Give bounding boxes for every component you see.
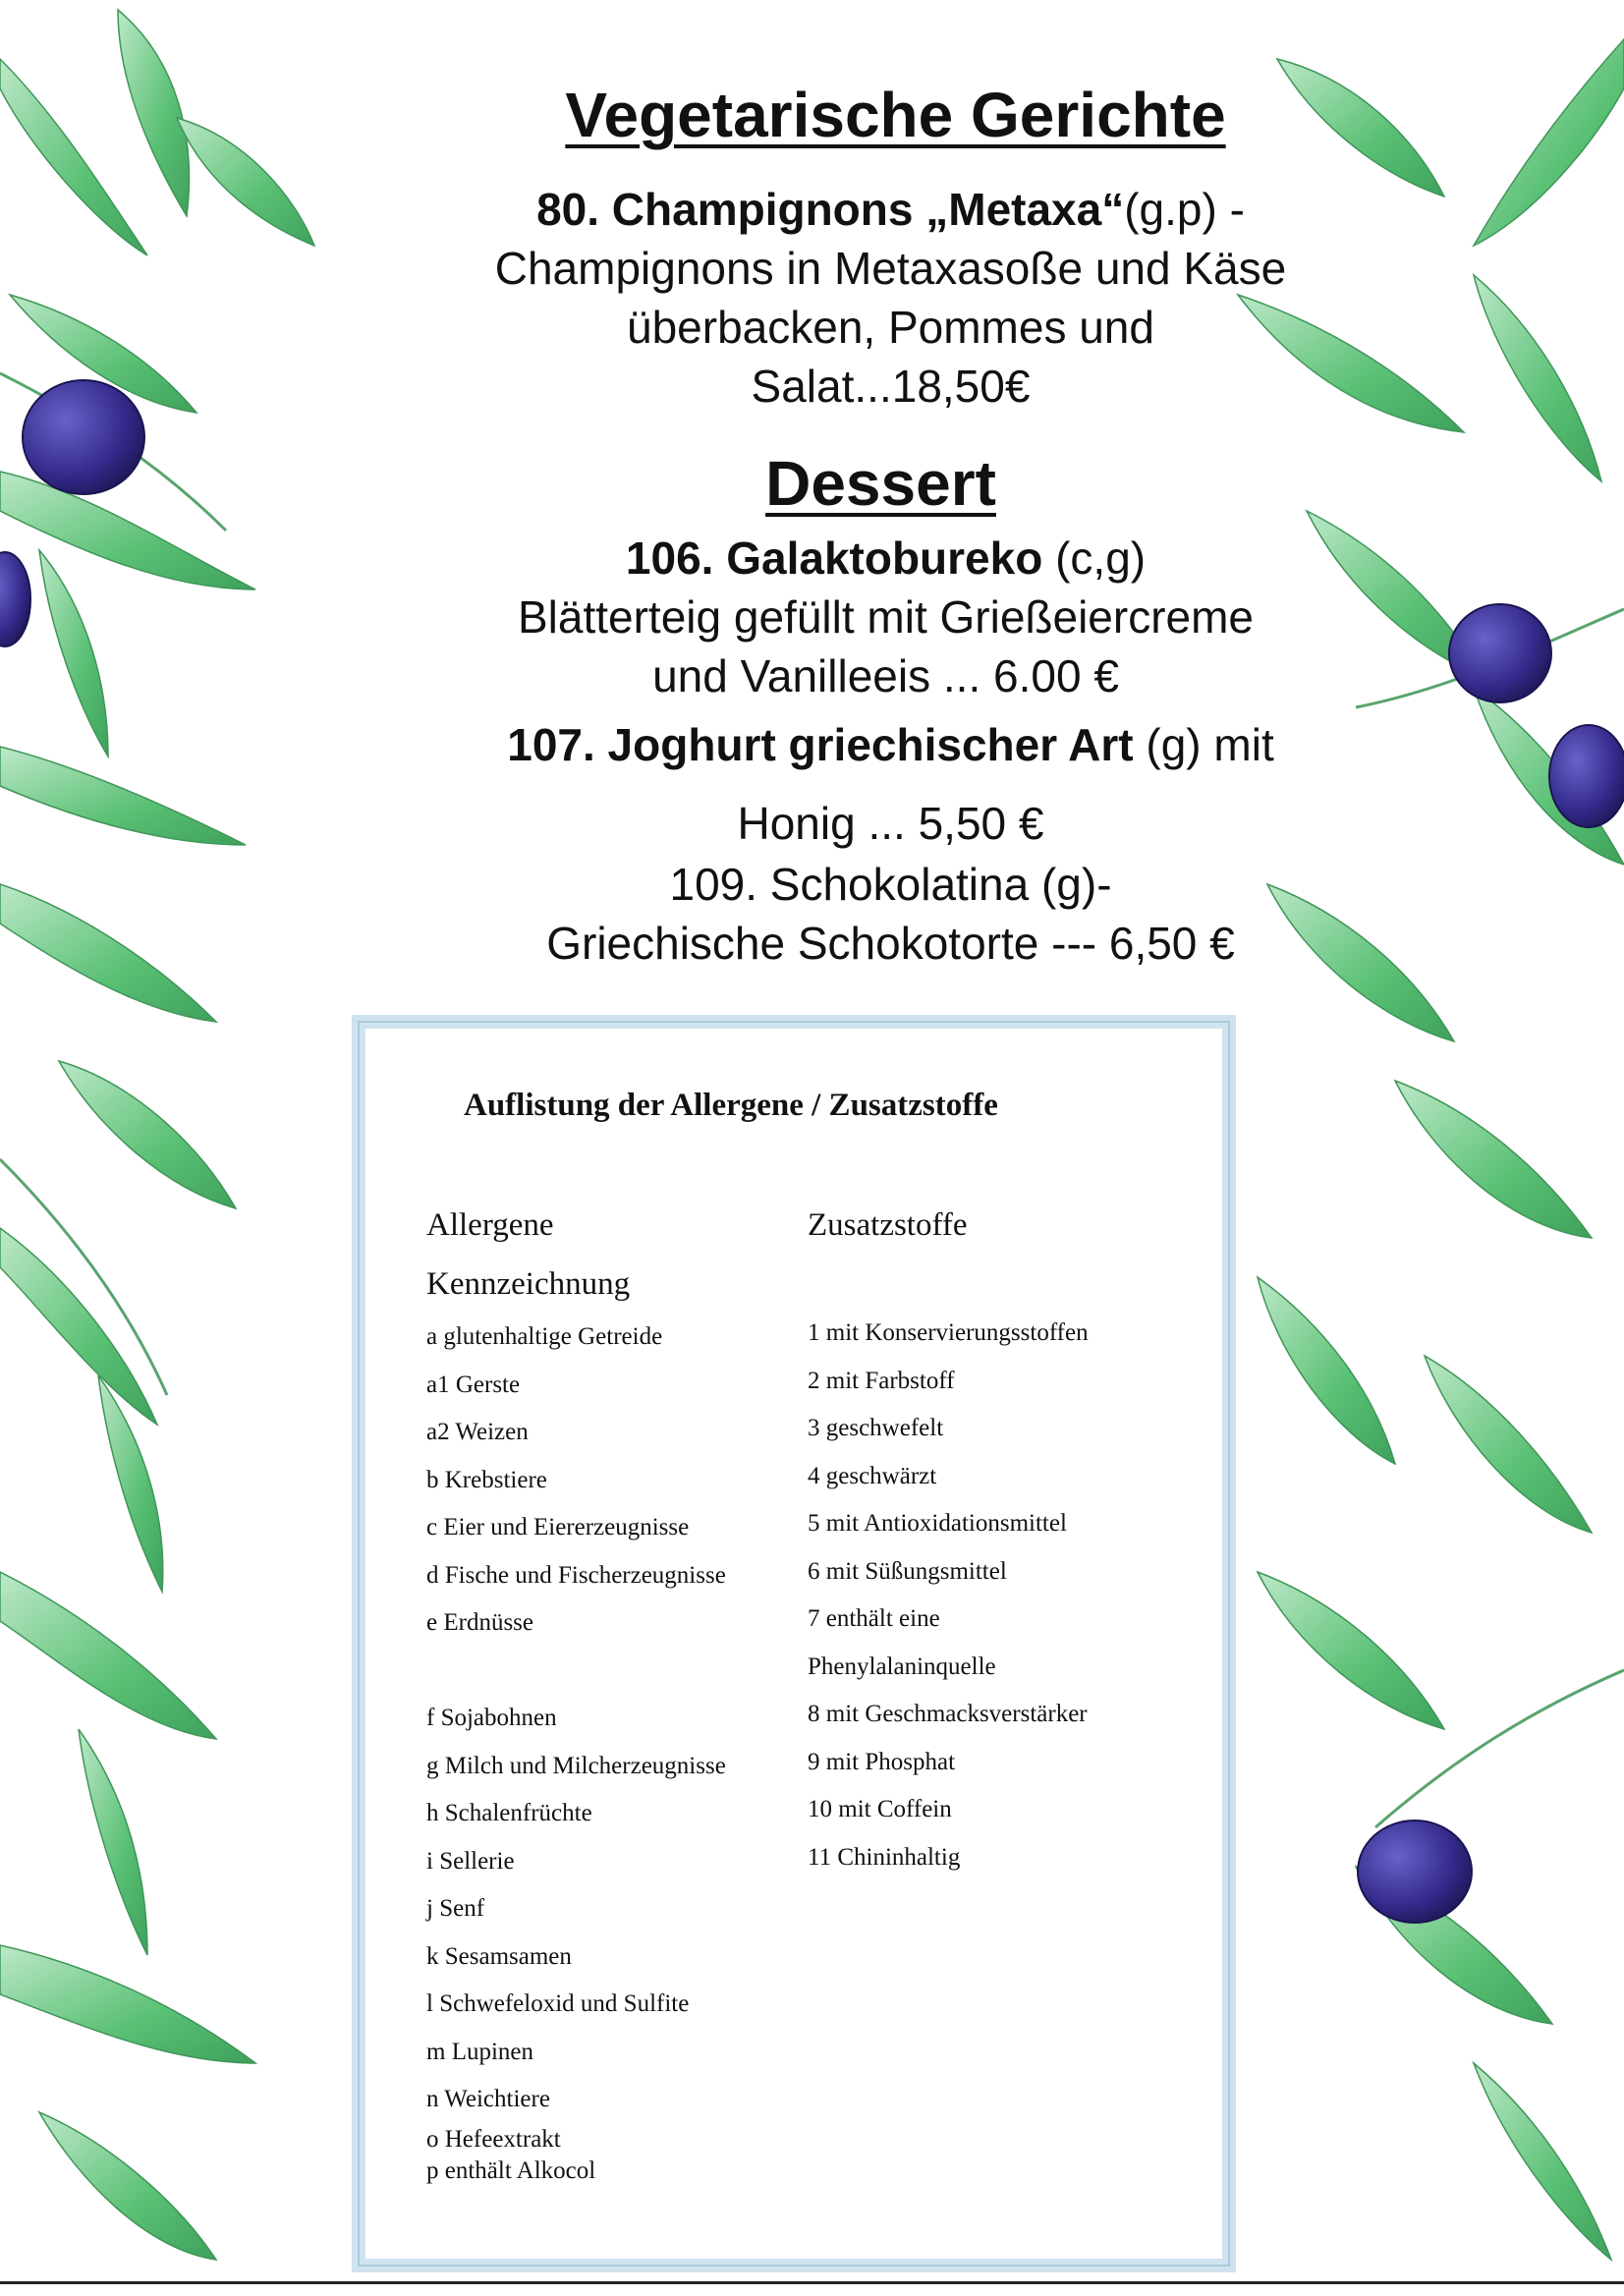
additive-item: 1 mit Konservierungsstoffen <box>808 1319 1089 1346</box>
item-106-price: und Vanilleeis ... 6.00 € <box>652 650 1119 701</box>
allergen-item: l Schwefeloxid und Sulfite <box>426 1990 690 2017</box>
menu-item-106 <box>0 529 1624 705</box>
item-80-allergens: (g.p) - <box>1124 184 1245 235</box>
item-80-price: Salat...18,50€ <box>751 361 1031 412</box>
allergen-item: j Senf <box>426 1895 485 1922</box>
allergen-table <box>352 1015 1236 2272</box>
item-80-line3: überbacken, Pommes und <box>627 302 1154 353</box>
allergen-title: Auflistung der Allergene / Zusatzstoffe <box>464 1088 998 1123</box>
allergen-head-1: Allergene <box>426 1207 554 1243</box>
menu-item-80 <box>0 180 1624 416</box>
allergen-item: g Milch und Milcherzeugnisse <box>426 1752 726 1779</box>
additive-item: 2 mit Farbstoff <box>808 1367 955 1394</box>
additive-item: Phenylalaninquelle <box>808 1652 996 1680</box>
additive-column <box>808 1196 1220 1881</box>
allergen-item: o Hefeextrakt <box>426 2125 561 2153</box>
item-106-allergens: (c,g) <box>1042 532 1147 584</box>
item-80-name: 80. Champignons „Metaxa“ <box>536 184 1125 235</box>
item-106-line1 <box>0 529 1624 588</box>
allergen-item: a1 Gerste <box>426 1371 521 1398</box>
allergen-column <box>426 1196 810 2187</box>
additive-item: 4 geschwärzt <box>808 1462 937 1489</box>
item-107-name: 107. Joghurt griechischer Art <box>507 719 1134 770</box>
allergen-item: b Krebstiere <box>426 1466 547 1493</box>
allergen-item: h Schalenfrüchte <box>426 1800 592 1826</box>
additive-item: 11 Chininhaltig <box>808 1843 961 1871</box>
item-80-line1 <box>0 180 1624 239</box>
item-107-allergens: (g) mit <box>1133 719 1274 770</box>
vegetarian-section <box>0 79 1624 151</box>
menu-item-107 <box>0 715 1624 853</box>
allergen-item: e Erdnüsse <box>426 1609 533 1636</box>
item-80-line2: Champignons in Metaxasoße und Käse <box>494 243 1287 294</box>
additive-item: 3 geschwefelt <box>808 1415 944 1441</box>
additive-item: 5 mit Antioxidationsmittel <box>808 1510 1067 1537</box>
allergen-item: p enthält Alkocol <box>426 2156 596 2184</box>
item-109-line1: 109. Schokolatina (g)- <box>669 859 1112 910</box>
bottom-divider <box>0 2281 1624 2284</box>
allergen-item: a glutenhaltige Getreide <box>426 1323 663 1350</box>
allergen-item: f Sojabohnen <box>426 1705 557 1731</box>
dessert-section <box>0 447 1624 520</box>
allergen-item: d Fische und Fischerzeugnisse <box>426 1561 726 1589</box>
item-106-line2: Blätterteig gefüllt mit Grießeiercreme <box>517 591 1255 643</box>
item-109-price: Griechische Schokotorte --- 6,50 € <box>546 918 1235 969</box>
item-107-line1 <box>0 715 1624 774</box>
allergen-item: a2 Weizen <box>426 1419 529 1445</box>
allergen-item: c Eier und Eiererzeugnisse <box>426 1514 690 1540</box>
allergen-item: i Sellerie <box>426 1847 515 1875</box>
allergen-head-2: Kennzeichnung <box>426 1266 631 1302</box>
vegetarian-heading: Vegetarische Gerichte <box>565 80 1226 150</box>
item-107-price: Honig ... 5,50 € <box>737 798 1044 849</box>
allergen-item: n Weichtiere <box>426 2086 550 2112</box>
additive-item: 7 enthält eine <box>808 1605 940 1632</box>
additive-head: Zusatzstoffe <box>808 1207 968 1243</box>
allergen-item: m Lupinen <box>426 2038 534 2065</box>
additive-item: 10 mit Coffein <box>808 1796 952 1822</box>
additive-item: 9 mit Phosphat <box>808 1748 956 1775</box>
allergen-item: k Sesamsamen <box>426 1942 572 1970</box>
additive-item: 6 mit Süßungsmittel <box>808 1557 1007 1585</box>
allergen-gap <box>426 1648 810 1696</box>
dessert-heading: Dessert <box>765 448 996 519</box>
additive-item: 8 mit Geschmacksverstärker <box>808 1701 1088 1727</box>
item-106-name: . Galaktobureko <box>700 532 1043 584</box>
item-106-num: 106 <box>625 532 701 584</box>
menu-item-109 <box>0 855 1624 973</box>
